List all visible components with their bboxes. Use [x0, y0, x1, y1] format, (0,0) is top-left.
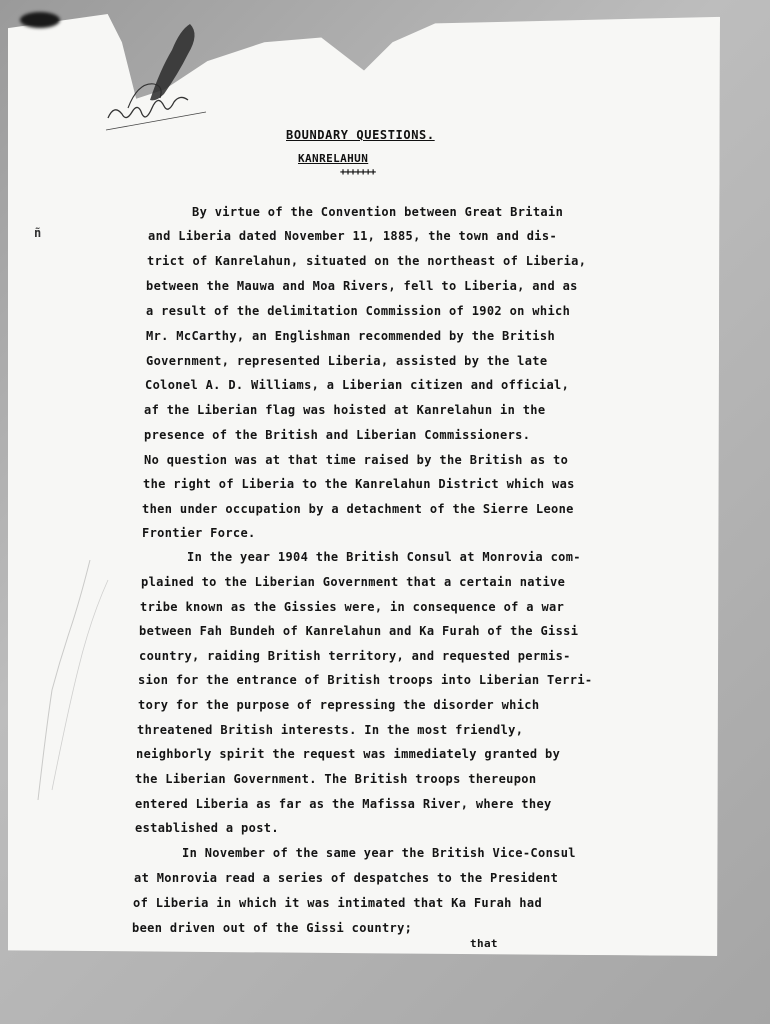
- text-line: threatened British interests. In the most friendly,: [137, 723, 524, 737]
- title-ornament: +++++++: [340, 167, 376, 178]
- text-line: Government, represented Liberia, assisted by the late: [146, 354, 548, 368]
- text-line: Mr. McCarthy, an Englishman recommended by the British: [146, 329, 556, 343]
- text-line: and Liberia dated November 11, 1885, the town and dis-: [148, 229, 558, 243]
- text-line: established a post.: [135, 821, 279, 835]
- text-line: By virtue of the Convention between Great Britain: [192, 205, 564, 219]
- text-line: country, raiding British territory, and requested permis-: [139, 649, 571, 663]
- text-line: between Fah Bundeh of Kanrelahun and Ka Furah of the Gissi: [139, 624, 579, 638]
- text-line: the Liberian Government. The British troops thereupon: [135, 772, 537, 786]
- text-line: entered Liberia as far as the Mafissa River, where they: [135, 797, 552, 811]
- page-title: BOUNDARY QUESTIONS.: [286, 128, 435, 142]
- text-line: tory for the purpose of repressing the disorder which: [138, 698, 540, 712]
- text-line: plained to the Liberian Government that a certain native: [141, 575, 566, 589]
- text-line: of Liberia in which it was intimated that Ka Furah had: [133, 896, 543, 910]
- text-line: a result of the delimitation Commission of 1902 on which: [146, 304, 571, 318]
- text-line: neighborly spirit the request was immediately granted by: [136, 747, 561, 761]
- text-line: presence of the British and Liberian Commissioners.: [144, 428, 531, 442]
- text-line: the right of Liberia to the Kanrelahun District which was: [143, 477, 575, 491]
- text-line: between the Mauwa and Moa Rivers, fell to Liberia, and as: [146, 279, 578, 293]
- catchword: that: [470, 937, 498, 950]
- text-line: tribe known as the Gissies were, in consequence of a war: [140, 600, 565, 614]
- text-line: Frontier Force.: [142, 526, 256, 540]
- text-line: then under occupation by a detachment of the Sierre Leone: [142, 502, 574, 516]
- page-subtitle: KANRELAHUN: [298, 152, 369, 165]
- text-line: af the Liberian flag was hoisted at Kanrelahun in the: [144, 403, 546, 417]
- text-line: Colonel A. D. Williams, a Liberian citizen and official,: [145, 378, 570, 392]
- margin-mark: ñ: [34, 226, 42, 240]
- text-line: been driven out of the Gissi country;: [132, 921, 413, 935]
- text-line: trict of Kanrelahun, situated on the northeast of Liberia,: [147, 254, 587, 268]
- text-line: In November of the same year the British Vice-Consul: [182, 846, 576, 860]
- text-line: sion for the entrance of British troops into Liberian Terri-: [138, 673, 593, 687]
- text-line: at Monrovia read a series of despatches to the President: [134, 871, 559, 885]
- text-line: No question was at that time raised by the British as to: [144, 453, 569, 467]
- text-line: In the year 1904 the British Consul at Monrovia com-: [187, 550, 581, 564]
